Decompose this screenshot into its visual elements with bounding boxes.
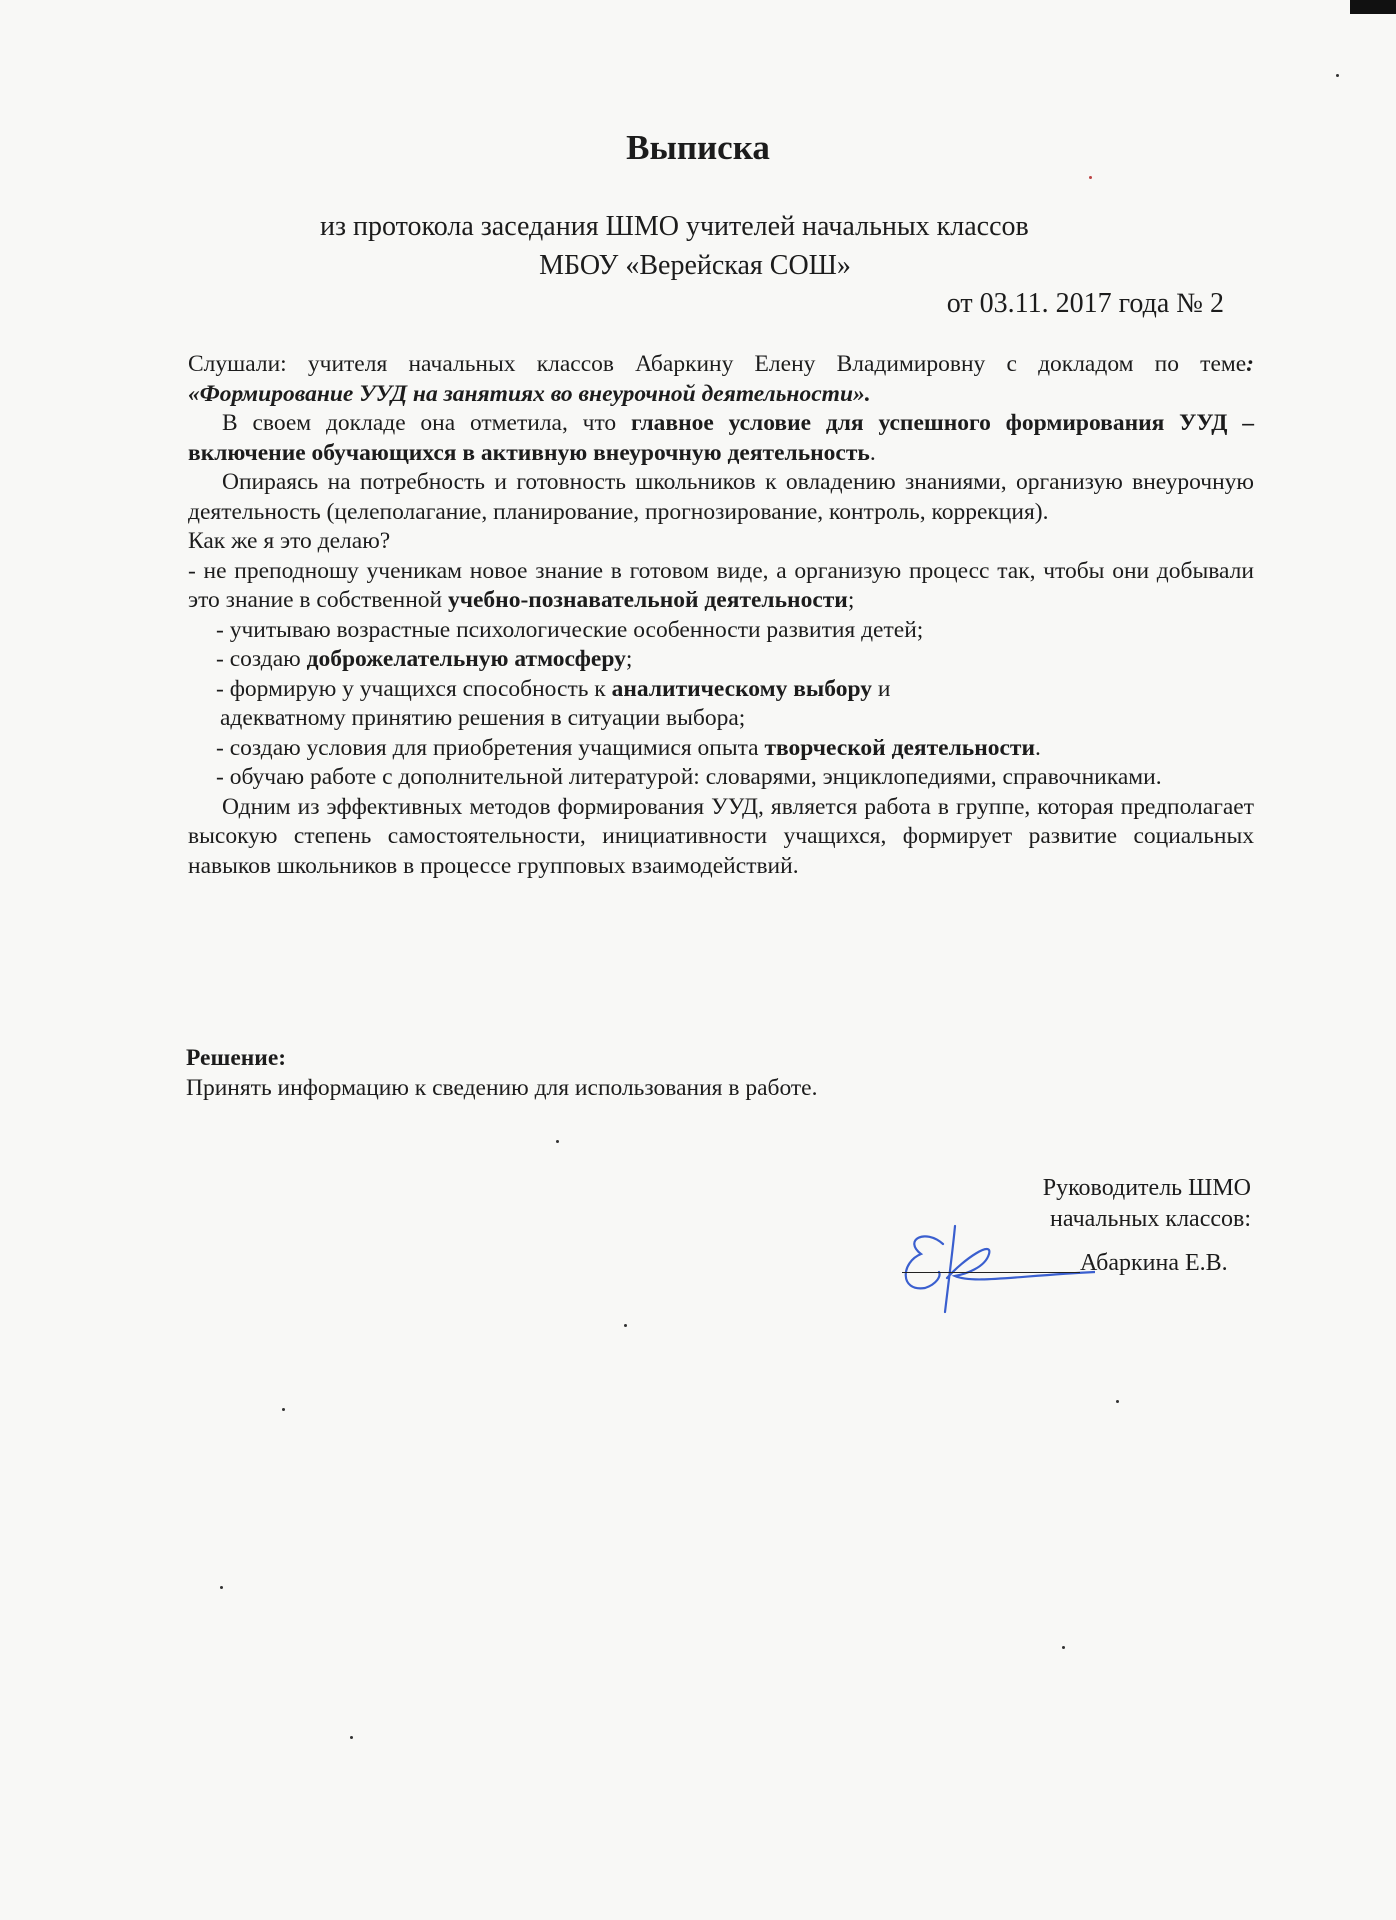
list-item-end: и xyxy=(871,675,891,702)
heard-text: Слушали: учителя начальных классов Абаркину Елену Владимировну с докладом по теме xyxy=(188,351,1247,377)
scan-speck xyxy=(282,1408,285,1411)
list-item-continuation: адекватному принятию решения в ситуации выбора; xyxy=(220,705,746,731)
list-item-text: - создаю xyxy=(216,646,307,672)
list-item: - обучаю работе с дополнительной литературой: словарями, энциклопедиями, справочниками. xyxy=(216,764,1162,790)
report-topic: : «Формирование УУД на занятиях во внеурочной деятельности». xyxy=(188,351,1254,407)
scan-edge-mark xyxy=(1350,0,1396,14)
decision-block xyxy=(186,1043,817,1103)
main-condition-text: главное условие для успешного формирования УУД –включение обучающихся в активную внеурочную деятельность xyxy=(188,410,1254,466)
list-item-end: ; xyxy=(625,646,633,672)
protocol-body xyxy=(188,350,1254,881)
signer-role-line-1: Руководитель ШМО xyxy=(1042,1175,1251,1201)
list-item xyxy=(188,675,1254,705)
subtitle-line-1: из протокола заседания ШМО учителей начальных классов xyxy=(320,211,1029,242)
decision-text: Принять информацию к сведению для использования в работе. xyxy=(186,1075,818,1101)
list-item-bold: доброжелательную атмосферу xyxy=(306,646,626,672)
list-item: - учитываю возрастные психологические особенности развития детей; xyxy=(216,616,924,643)
list-item-text: - формирую у учащихся способность к xyxy=(216,675,612,702)
main-condition-end: . xyxy=(869,439,876,466)
paragraph-method xyxy=(188,557,1254,616)
paragraph-main-condition xyxy=(188,409,1254,468)
scan-speck xyxy=(624,1324,627,1327)
list-item xyxy=(188,734,1254,764)
scan-speck xyxy=(220,1586,223,1589)
list-item xyxy=(188,645,1254,675)
method-end: ; xyxy=(847,587,855,613)
scan-speck xyxy=(1062,1646,1065,1649)
list-item-text: - создаю условия для приобретения учащимися опыта xyxy=(216,734,765,761)
signer-role-line-2: начальных классов: xyxy=(1050,1206,1251,1232)
scan-speck xyxy=(556,1140,559,1143)
paragraph-group-work: Одним из эффективных методов формирования УУД, является работа в группе, которая предполагает высокую степень самостоятельности, инициативности учащихся, формирует развитие социальных навыков школьников в процессе групповых взаимодействий. xyxy=(188,793,1254,879)
signature-line xyxy=(902,1272,1080,1273)
scan-speck xyxy=(1089,176,1092,179)
main-condition-intro: В своем докладе она отметила, что xyxy=(222,410,631,436)
paragraph-heard xyxy=(188,350,1254,409)
school-name: МБОУ «Верейская СОШ» xyxy=(539,250,851,281)
list-item-bold: творческой деятельности xyxy=(764,734,1036,761)
decision-label: Решение: xyxy=(186,1045,287,1071)
method-text: - не преподношу ученикам новое знание в готовом виде, а организую процесс так, чтобы они добывали это знание в собственной xyxy=(188,557,1254,613)
paragraph-organization: Опираясь на потребность и готовность школьников к овладению знаниями, организую внеурочную деятельность (целеполагание, планирование, прогнозирование, контроль, коррекция). xyxy=(188,469,1254,525)
scan-speck xyxy=(350,1736,353,1739)
scan-speck xyxy=(1336,74,1339,77)
method-bold: учебно-познавательной деятельности xyxy=(447,587,848,613)
handwritten-signature xyxy=(895,1218,1095,1318)
list-item-end: . xyxy=(1035,734,1041,761)
scan-speck xyxy=(1116,1400,1119,1403)
list-item-bold: аналитическому выбору xyxy=(611,675,872,702)
document-title: Выписка xyxy=(626,128,770,167)
paragraph-question: Как же я это делаю? xyxy=(188,528,391,554)
signer-name: Абаркина Е.В. xyxy=(1080,1250,1228,1276)
protocol-date: от 03.11. 2017 года № 2 xyxy=(946,288,1224,319)
